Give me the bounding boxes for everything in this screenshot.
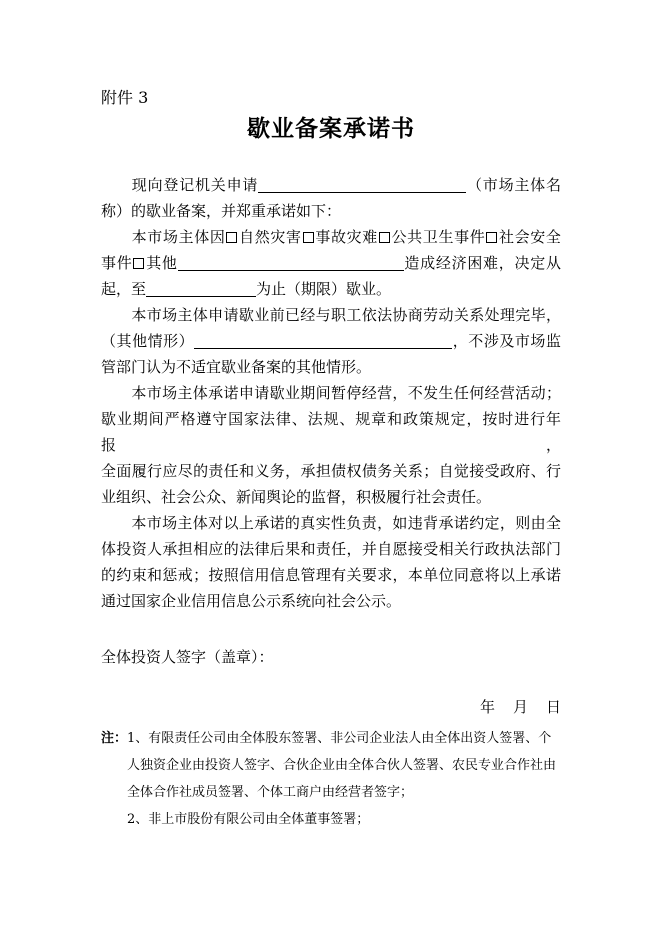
note-item-1-line3: 全体合作社成员签署、个体工商户由经营者签字； <box>127 785 414 800</box>
paragraph-labor <box>101 302 561 328</box>
option-public-health: 公共卫生事件 <box>390 228 486 246</box>
option-other: 其他 <box>145 254 178 272</box>
checkbox-public-health[interactable] <box>379 232 390 243</box>
date-month: 月 <box>512 698 528 716</box>
paragraph-commitment-line4: 业组织、社会公众、新闻舆论的监督，积极履行社会责任。 <box>101 488 492 506</box>
period-end: 为止（期限）歇业。 <box>256 280 392 298</box>
application-prefix: 现向登记机关申请 <box>131 176 259 194</box>
document-body <box>101 172 561 614</box>
labor-line1: 本市场主体申请歇业前已经与职工依法协商劳动关系处理完毕， <box>131 306 561 324</box>
option-event: 事件 <box>101 254 133 272</box>
paragraph-liability <box>101 510 561 536</box>
checkbox-natural-disaster[interactable] <box>226 232 237 243</box>
end-date-blank[interactable] <box>146 280 256 297</box>
paragraph-commitment-line2: 歇业期间严格遵守国家法律、法规、规章和政策规定，按时进行年报， <box>101 410 561 454</box>
paragraph-application <box>101 172 561 198</box>
paragraph-labor-line2 <box>101 328 561 354</box>
paragraph-liability-line4: 通过国家企业信用信息公示系统向社会公示。 <box>101 592 402 610</box>
notes-section <box>101 725 561 833</box>
paragraph-application-line2: 称）的歇业备案，并郑重承诺如下： <box>101 202 342 220</box>
application-suffix: （市场主体名 <box>466 176 561 194</box>
attachment-label: 附件 3 <box>101 88 149 107</box>
checkbox-other[interactable] <box>133 258 144 269</box>
paragraph-liability-line2: 体投资人承担相应的法律后果和责任，并自愿接受相关行政执法部门 <box>101 540 561 558</box>
note-item-1-line2: 人独资企业由投资人签字、合伙企业由全体合伙人签署、农民专业合作社由 <box>127 758 557 773</box>
labor-line2-end: ，不涉及市场监 <box>452 332 561 350</box>
option-natural-disaster: 自然灾害 <box>238 228 302 246</box>
paragraph-commitment <box>101 380 561 406</box>
paragraph-commitment-line3: 全面履行应尽的责任和义务，承担债权债务关系；自觉接受政府、行 <box>101 462 561 480</box>
document-title: 歇业备案承诺书 <box>247 115 415 142</box>
checkbox-accident[interactable] <box>303 232 314 243</box>
paragraph-labor-line3: 管部门认为不适宜歇业备案的其他情形。 <box>101 358 372 376</box>
note-item-2: 2、非上市股份有限公司由全体董事签署； <box>127 812 370 827</box>
date-year: 年 <box>479 698 495 716</box>
paragraph-reason <box>101 224 561 250</box>
date-line <box>462 694 561 720</box>
other-reason-blank[interactable] <box>178 254 404 271</box>
option-accident: 事故灾难 <box>314 228 378 246</box>
period-start: 起，至 <box>101 280 147 298</box>
date-day: 日 <box>545 698 561 716</box>
entity-name-blank[interactable] <box>258 176 466 193</box>
reason-start: 本市场主体因 <box>131 228 226 246</box>
reason-after-other: 造成经济困难，决定从 <box>403 254 561 272</box>
checkbox-social-security[interactable] <box>486 232 497 243</box>
signature-label: 全体投资人签字（盖章）： <box>101 648 274 666</box>
paragraph-reason-line2 <box>101 250 561 276</box>
liability-line1: 本市场主体对以上承诺的真实性负责，如违背承诺约定，则由全 <box>131 514 561 532</box>
paragraph-liability-line3: 的约束和惩戒；按照信用信息管理有关要求，本单位同意将以上承诺 <box>101 566 561 584</box>
option-social-security: 社会安全 <box>498 228 561 246</box>
note-item-1-line1: 1、有限责任公司由全体股东签署、非公司企业法人由全体出资人签署、个 <box>127 731 552 746</box>
other-situation-label: （其他情形） <box>101 332 195 350</box>
paragraph-reason-line3 <box>101 276 561 302</box>
other-situation-blank[interactable] <box>194 332 452 349</box>
notes-label: 注： <box>101 731 128 746</box>
commitment-line1: 本市场主体承诺申请歇业期间暂停经营，不发生任何经营活动； <box>131 384 561 402</box>
